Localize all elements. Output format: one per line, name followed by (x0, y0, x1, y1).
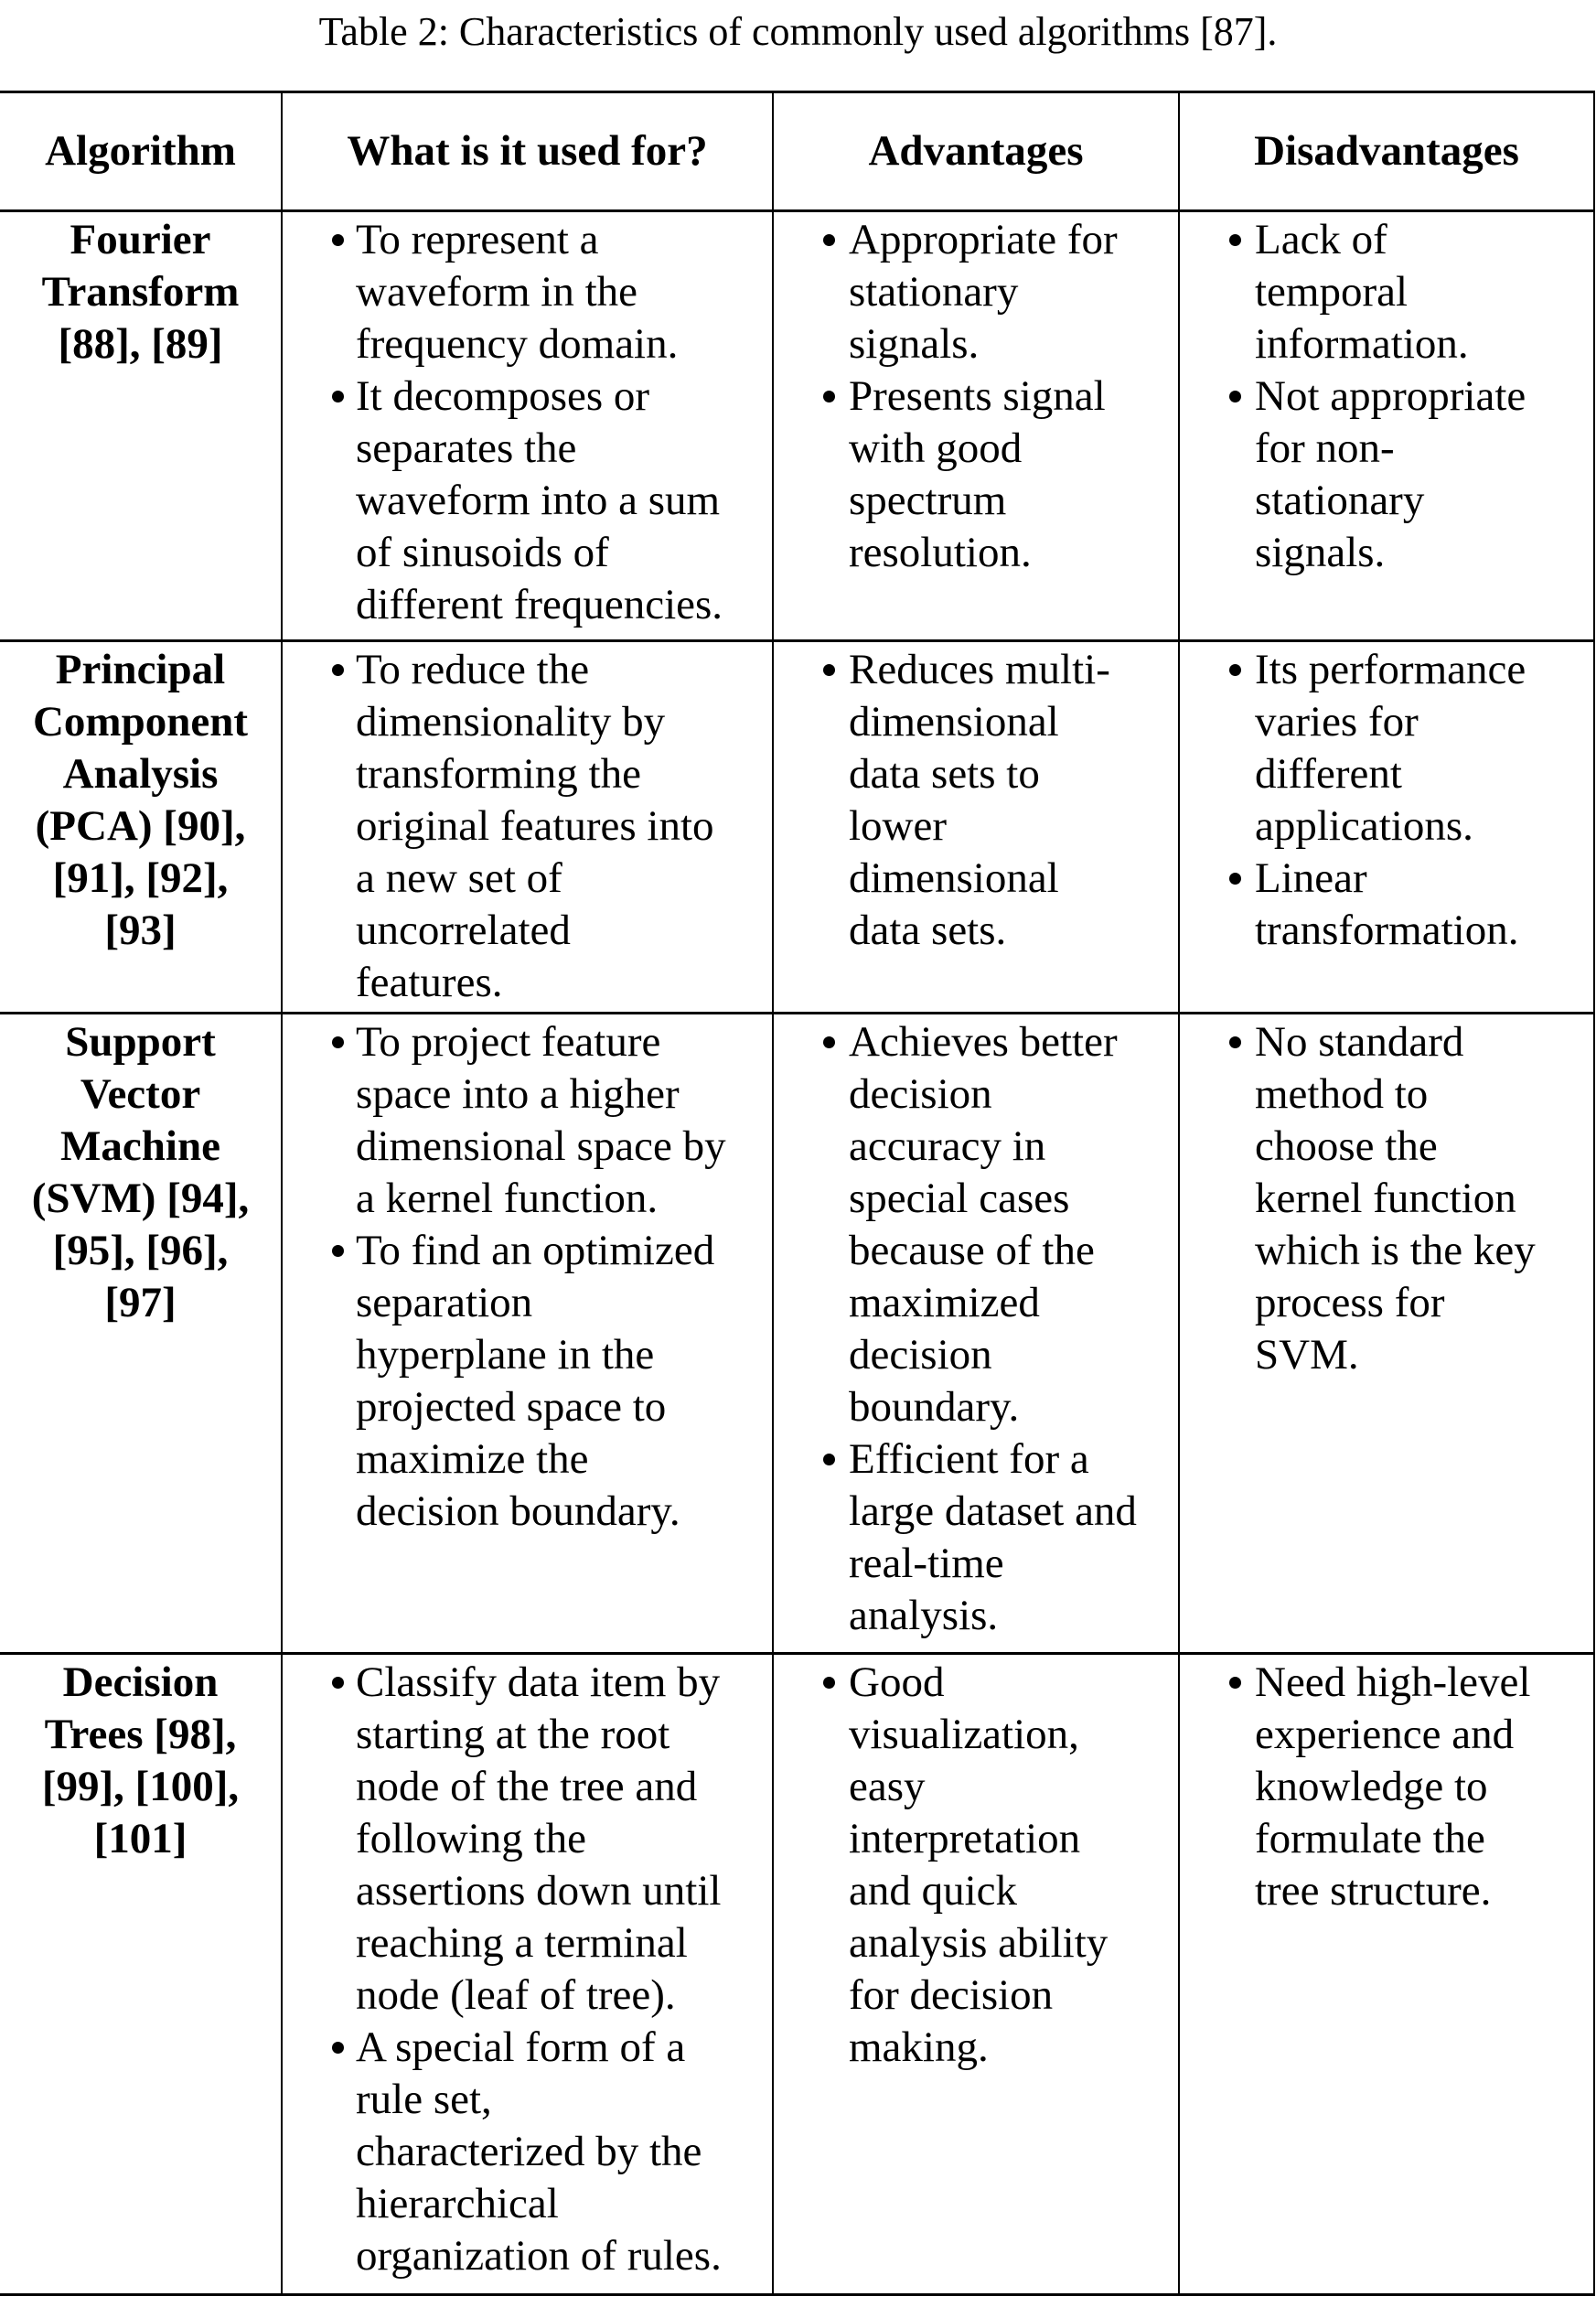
bullet-icon (1229, 873, 1241, 885)
advantages-text: Efficient for a large dataset and real-time analysis. (849, 1435, 1137, 1639)
table-row (0, 1654, 1594, 2295)
bullet-icon (332, 234, 344, 246)
used-for-cell (282, 1014, 773, 1654)
bullet-icon (823, 1677, 835, 1689)
algorithm-name: Principal Component Analysis (PCA) [90], [91], [92], [93] (32, 646, 249, 954)
advantages-bullet-item (774, 1657, 1173, 2074)
algorithm-name: Fourier Transform [88], [89] (41, 216, 240, 368)
advantages-text: Appropriate for stationary signals. (849, 216, 1118, 368)
bullet-icon (332, 391, 344, 402)
bullet-icon (1229, 234, 1241, 246)
disadvantages-cell (1179, 211, 1594, 641)
bullet-icon (332, 1677, 344, 1689)
used-for-text: A special form of a rule set, characterized by the hierarchical organization of rules. (356, 2023, 722, 2280)
advantages-cell (773, 1014, 1179, 1654)
algorithm-cell (0, 641, 282, 1014)
disadvantages-bullet-item (1180, 644, 1588, 853)
algorithm-name: Support Vector Machine (SVM) [94], [95], [96], [97] (31, 1018, 250, 1326)
bullet-icon (1229, 391, 1241, 402)
disadvantages-bullet-item (1180, 370, 1588, 579)
advantages-cell (773, 641, 1179, 1014)
used-for-bullet-item (283, 214, 766, 370)
bullet-icon (1229, 664, 1241, 676)
table-row (0, 211, 1594, 641)
table-header-row (0, 92, 1594, 211)
disadvantages-bullet-item (1180, 214, 1588, 370)
header-disadvantages: Disadvantages (1179, 92, 1594, 211)
bullet-icon (823, 1036, 835, 1048)
advantages-bullet-item (774, 1016, 1173, 1433)
used-for-cell (282, 211, 773, 641)
disadvantages-text: Not appropriate for non- stationary signals. (1255, 372, 1526, 576)
disadvantages-text: Lack of temporal information. (1255, 216, 1469, 368)
header-algorithm: Algorithm (0, 92, 282, 211)
disadvantages-text: Need high-level experience and knowledge to formulate the tree structure. (1255, 1658, 1531, 1915)
disadvantages-bullet-item (1180, 1016, 1588, 1381)
table-body (0, 211, 1594, 2295)
bullet-icon (823, 1454, 835, 1465)
used-for-cell (282, 1654, 773, 2295)
bullet-icon (823, 391, 835, 402)
algorithms-table (0, 91, 1595, 2296)
header-used-for: What is it used for? (282, 92, 773, 211)
disadvantages-bullet-item (1180, 1657, 1588, 1917)
disadvantages-text: No standard method to choose the kernel function which is the key process for SVM. (1255, 1018, 1536, 1379)
algorithm-cell (0, 211, 282, 641)
advantages-bullet-item (774, 214, 1173, 370)
disadvantages-text: Linear transformation. (1255, 854, 1519, 954)
advantages-bullet-item (774, 370, 1173, 579)
bullet-icon (332, 1036, 344, 1048)
algorithm-cell (0, 1014, 282, 1654)
table-row (0, 641, 1594, 1014)
bullet-icon (823, 664, 835, 676)
advantages-bullet-item (774, 644, 1173, 957)
used-for-text: To find an optimized separation hyperplane in the projected space to maximize the decision boundary. (356, 1227, 715, 1535)
used-for-bullet-item (283, 1225, 766, 1538)
advantages-text: Presents signal with good spectrum resolution. (849, 372, 1106, 576)
used-for-text: To project feature space into a higher dimensional space by a kernel function. (356, 1018, 726, 1222)
disadvantages-bullet-item (1180, 853, 1588, 957)
used-for-bullet-item (283, 1657, 766, 2022)
used-for-bullet-item (283, 1016, 766, 1225)
used-for-bullet-item (283, 644, 766, 1009)
disadvantages-text: Its performance varies for different applications. (1255, 646, 1526, 850)
advantages-cell (773, 1654, 1179, 2295)
advantages-text: Achieves better decision accuracy in special cases because of the maximized decision boundary. (849, 1018, 1118, 1431)
bullet-icon (332, 2042, 344, 2054)
used-for-text: Classify data item by starting at the root node of the tree and following the assertions down until reaching a terminal node (leaf of tree). (356, 1658, 722, 2019)
advantages-cell (773, 211, 1179, 641)
disadvantages-cell (1179, 1654, 1594, 2295)
header-advantages: Advantages (773, 92, 1179, 211)
disadvantages-cell (1179, 1014, 1594, 1654)
bullet-icon (823, 234, 835, 246)
bullet-icon (332, 1245, 344, 1257)
advantages-text: Good visualization, easy interpretation and quick analysis ability for decision making. (849, 1658, 1109, 2071)
used-for-text: To represent a waveform in the frequency domain. (356, 216, 679, 368)
used-for-text: It decomposes or separates the waveform into a sum of sinusoids of different frequencies. (356, 372, 723, 628)
bullet-icon (332, 664, 344, 676)
bullet-icon (1229, 1036, 1241, 1048)
advantages-bullet-item (774, 1433, 1173, 1642)
used-for-bullet-item (283, 2022, 766, 2282)
algorithm-name: Decision Trees [98], [99], [100], [101] (41, 1658, 240, 1862)
bullet-icon (1229, 1677, 1241, 1689)
table-row (0, 1014, 1594, 1654)
used-for-text: To reduce the dimensionality by transforming the original features into a new set of uncorrelated features. (356, 646, 714, 1006)
table-caption: Table 2: Characteristics of commonly used algorithms [87]. (318, 9, 1278, 54)
used-for-bullet-item (283, 370, 766, 631)
advantages-text: Reduces multi- dimensional data sets to lower dimensional data sets. (849, 646, 1110, 954)
disadvantages-cell (1179, 641, 1594, 1014)
algorithm-cell (0, 1654, 282, 2295)
used-for-cell (282, 641, 773, 1014)
